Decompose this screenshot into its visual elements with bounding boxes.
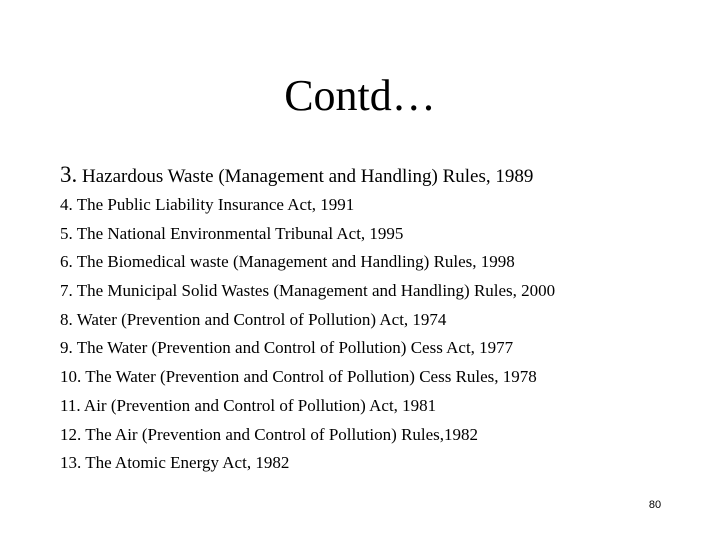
list-item: 13. The Atomic Energy Act, 1982 — [60, 453, 290, 473]
slide-title: Contd… — [284, 71, 436, 120]
list-item-text: Hazardous Waste (Management and Handling) Rules, 1989 — [82, 166, 534, 187]
list-item — [60, 162, 700, 191]
list-item: 5. The National Environmental Tribunal Act, 1995 — [60, 223, 404, 243]
list-item: 10. The Water (Prevention and Control of Pollution) Cess Rules, 1978 — [60, 367, 537, 387]
list-item: 6. The Biomedical waste (Management and Handling) Rules, 1998 — [60, 252, 515, 272]
list-item: 8. Water (Prevention and Control of Pollution) Act, 1974 — [60, 309, 447, 329]
list-item: 11. Air (Prevention and Control of Pollution) Act, 1981 — [60, 395, 437, 415]
list-item: 9. The Water (Prevention and Control of Pollution) Cess Act, 1977 — [60, 338, 514, 358]
list-item: 7. The Municipal Solid Wastes (Management and Handling) Rules, 2000 — [60, 281, 556, 301]
list-item-number: 3. — [60, 162, 78, 187]
list-item: 12. The Air (Prevention and Control of Pollution) Rules,1982 — [60, 424, 479, 444]
list-item: 4. The Public Liability Insurance Act, 1991 — [60, 195, 355, 214]
page-number: 80 — [648, 499, 662, 511]
legislation-list — [60, 162, 700, 478]
